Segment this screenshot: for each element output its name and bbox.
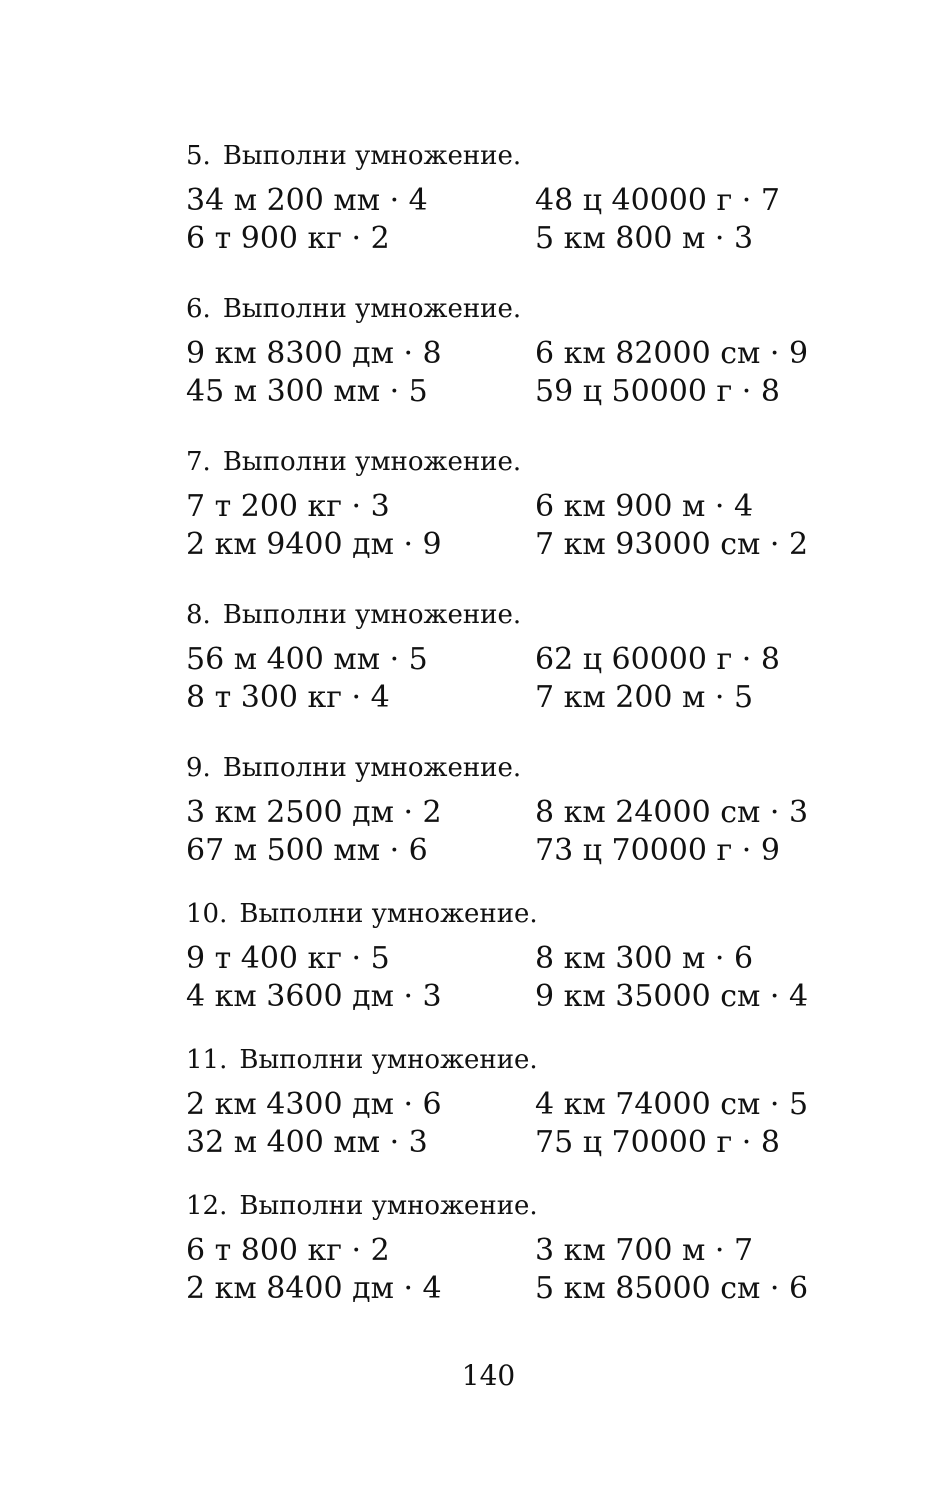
exercise-6 [186, 289, 846, 442]
exercise-number: 5. [186, 141, 211, 171]
problem: 7 км 93000 см · 2 [535, 527, 809, 562]
problem-row [186, 526, 846, 564]
exercise-10 [186, 894, 846, 1040]
problem-row [186, 679, 846, 717]
problem-row [186, 1124, 846, 1162]
problem: 7 км 200 м · 5 [535, 680, 754, 715]
exercise-instruction: Выполни умножение. [239, 1191, 538, 1221]
exercise-heading [186, 894, 846, 934]
problem-row [186, 220, 846, 258]
problem: 45 м 300 мм · 5 [186, 374, 428, 409]
problem: 9 км 35000 см · 4 [535, 979, 809, 1014]
problem: 6 км 82000 см · 9 [535, 336, 809, 371]
exercise-heading [186, 595, 846, 635]
exercise-heading [186, 1040, 846, 1080]
problem: 48 ц 40000 г · 7 [535, 183, 780, 218]
problem: 9 км 8300 дм · 8 [186, 336, 442, 371]
problem: 4 км 74000 см · 5 [535, 1087, 809, 1122]
page-number: 140 [461, 1359, 516, 1392]
exercise-number: 10. [186, 899, 228, 929]
exercise-number: 7. [186, 447, 211, 477]
problem-row [186, 832, 846, 870]
exercise-heading [186, 748, 846, 788]
problem: 4 км 3600 дм · 3 [186, 979, 442, 1014]
problem: 2 км 4300 дм · 6 [186, 1087, 442, 1122]
problem: 5 км 800 м · 3 [535, 221, 754, 256]
exercise-instruction: Выполни умножение. [222, 753, 522, 783]
problem: 73 ц 70000 г · 9 [535, 833, 780, 868]
problem: 9 т 400 кг · 5 [186, 941, 390, 976]
problem: 67 м 500 мм · 6 [186, 833, 428, 868]
problem: 6 т 800 кг · 2 [186, 1233, 390, 1268]
problem: 59 ц 50000 г · 8 [535, 374, 780, 409]
problem: 2 км 9400 дм · 9 [186, 527, 442, 562]
exercise-heading [186, 442, 846, 482]
exercise-11 [186, 1040, 846, 1186]
problem-row [186, 794, 846, 832]
exercise-number: 8. [186, 600, 211, 630]
problem-row [186, 488, 846, 526]
problem: 8 км 300 м · 6 [535, 941, 754, 976]
problem: 5 км 85000 см · 6 [535, 1271, 809, 1306]
exercise-8 [186, 595, 846, 748]
problem-row [186, 978, 846, 1016]
exercise-number: 12. [186, 1191, 228, 1221]
problem: 62 ц 60000 г · 8 [535, 642, 780, 677]
exercise-heading [186, 1186, 846, 1226]
problem: 34 м 200 мм · 4 [186, 183, 428, 218]
exercise-heading [186, 136, 846, 176]
problem: 7 т 200 кг · 3 [186, 489, 390, 524]
problem-row [186, 1270, 846, 1308]
problem-row [186, 373, 846, 411]
exercise-instruction: Выполни умножение. [222, 600, 522, 630]
problem-row [186, 1232, 846, 1270]
exercise-number: 9. [186, 753, 211, 783]
problem: 6 км 900 м · 4 [535, 489, 754, 524]
exercise-12 [186, 1186, 846, 1332]
exercise-instruction: Выполни умножение. [222, 447, 522, 477]
exercise-number: 11. [186, 1045, 228, 1075]
problem: 8 км 24000 см · 3 [535, 795, 809, 830]
problem: 75 ц 70000 г · 8 [535, 1125, 780, 1160]
problem: 3 км 2500 дм · 2 [186, 795, 442, 830]
exercise-heading [186, 289, 846, 329]
exercise-instruction: Выполни умножение. [239, 1045, 538, 1075]
problem-row [186, 1086, 846, 1124]
problem-row [186, 641, 846, 679]
exercise-instruction: Выполни умножение. [239, 899, 538, 929]
exercise-5 [186, 136, 846, 289]
exercise-instruction: Выполни умножение. [222, 141, 522, 171]
problem: 32 м 400 мм · 3 [186, 1125, 428, 1160]
exercise-7 [186, 442, 846, 595]
problem-row [186, 940, 846, 978]
exercise-9 [186, 748, 846, 894]
page-content [186, 136, 846, 1332]
exercise-number: 6. [186, 294, 211, 324]
problem: 3 км 700 м · 7 [535, 1233, 754, 1268]
problem: 56 м 400 мм · 5 [186, 642, 428, 677]
problem: 8 т 300 кг · 4 [186, 680, 390, 715]
problem-row [186, 182, 846, 220]
exercise-instruction: Выполни умножение. [222, 294, 522, 324]
problem-row [186, 335, 846, 373]
problem: 6 т 900 кг · 2 [186, 221, 390, 256]
problem: 2 км 8400 дм · 4 [186, 1271, 442, 1306]
